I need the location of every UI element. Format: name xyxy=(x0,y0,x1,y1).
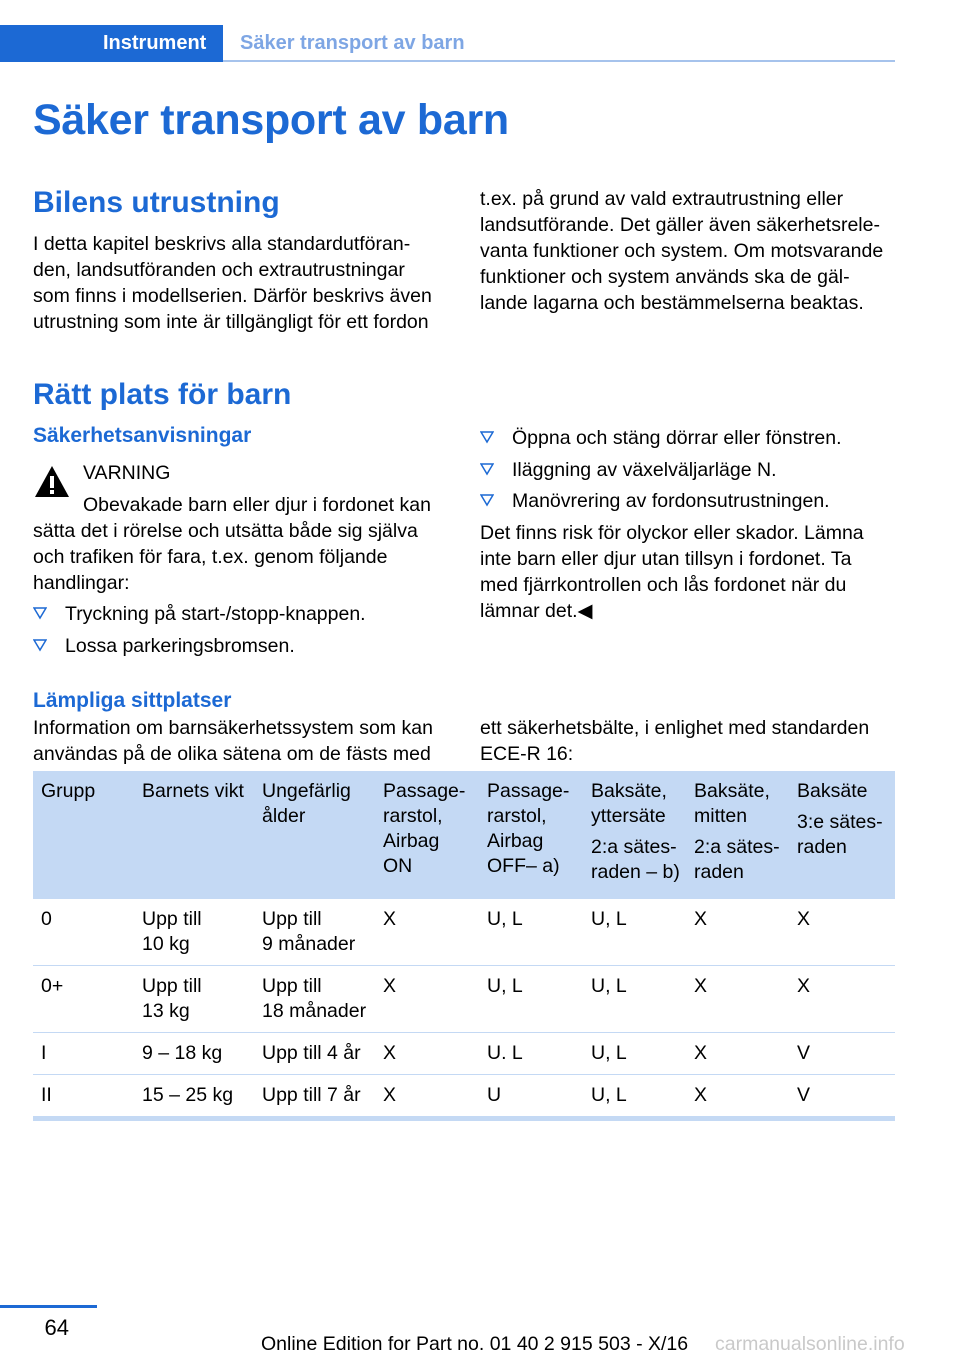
column-header: Barnets vikt xyxy=(134,771,254,899)
table-cell: I xyxy=(33,1033,134,1075)
table-header-row xyxy=(33,771,895,899)
bullet-triangle-icon xyxy=(480,430,494,444)
table-cell: U, L xyxy=(479,899,583,966)
tab-instrument[interactable]: Instrument xyxy=(0,25,223,62)
bullet-triangle-icon xyxy=(480,462,494,476)
table-cell: X xyxy=(375,1033,479,1075)
table-cell: 0+ xyxy=(33,966,134,1033)
table-cell: U, L xyxy=(583,1033,686,1075)
table-cell: 9 – 18 kg xyxy=(134,1033,254,1075)
table-cell: 0 xyxy=(33,899,134,966)
list-item-text: Iläggning av växelväljarläge N. xyxy=(512,459,777,481)
table-cell: X xyxy=(375,899,479,966)
warning-first-line: Obevakade barn eller djur i fordonet kan xyxy=(83,494,431,516)
warning-label: VARNING xyxy=(83,462,171,484)
table-cell: X xyxy=(686,899,789,966)
table-cell: U, L xyxy=(583,899,686,966)
column-header: Baksäte 3:e sätes- raden xyxy=(789,771,895,899)
table-cell: V xyxy=(789,1075,895,1119)
warning-triangle-icon xyxy=(33,463,71,501)
table-cell: Upp till 4 år xyxy=(254,1033,375,1075)
bullet-triangle-icon xyxy=(480,493,494,507)
column-subheader: 2:a sätes- raden – b) xyxy=(591,836,680,883)
page-number: 64 xyxy=(44,1315,69,1340)
equipment-text-col1: I detta kapitel beskrivs alla standardutföran- den, landsutföranden och extrautrustningar som finns i modellserien. Därför beskrivs även utrustning som inte är tillgängligt för ett fordon xyxy=(33,233,432,333)
warning-closing-text: Det finns risk för olyckor eller skador. Lämna inte barn eller djur utan tillsyn i fordonet. Ta med fjärrkontrollen och lås fordonet när du lämnar det.◀ xyxy=(480,522,864,622)
column-subheader: 3:e sätes- raden xyxy=(797,811,883,858)
column-subheader: 2:a sätes- raden xyxy=(694,836,780,883)
table-cell: V xyxy=(789,1033,895,1075)
table-cell: Upp till 9 månader xyxy=(254,899,375,966)
table-cell: X xyxy=(686,966,789,1033)
column-header: Grupp xyxy=(33,771,134,899)
table-cell: 15 – 25 kg xyxy=(134,1075,254,1119)
footer-rule xyxy=(0,1305,97,1308)
list-item-text: Tryckning på start-/stopp-knappen. xyxy=(65,603,366,625)
table-row xyxy=(33,1075,895,1119)
column-header: Ungefärlig ålder xyxy=(254,771,375,899)
table-cell: Upp till 7 år xyxy=(254,1075,375,1119)
breadcrumb[interactable]: Säker transport av barn xyxy=(240,32,465,54)
column-header: Baksäte, mitten 2:a sätes- raden xyxy=(686,771,789,899)
table-cell: Upp till 18 månader xyxy=(254,966,375,1033)
table-cell: X xyxy=(686,1075,789,1119)
table-cell: U, L xyxy=(583,1075,686,1119)
bullet-triangle-icon xyxy=(33,606,47,620)
subheading-safety: Säkerhetsanvisningar xyxy=(33,424,252,447)
table-cell: Upp till 10 kg xyxy=(134,899,254,966)
table-cell: Upp till 13 kg xyxy=(134,966,254,1033)
seats-text-col1: Information om barnsäkerhetssystem som kan användas på de olika sätena om de fästs med xyxy=(33,717,433,765)
table-cell: II xyxy=(33,1075,134,1119)
page-title: Säker transport av barn xyxy=(33,96,509,144)
table-row xyxy=(33,1033,895,1075)
list-item-text: Lossa parkeringsbromsen. xyxy=(65,635,295,657)
warning-text: sätta det i rörelse och utsätta både sig själva och trafiken för fara, t.ex. genom följande handlingar: xyxy=(33,520,418,594)
column-header: Baksäte, yttersäte 2:a sätes- raden – b) xyxy=(583,771,686,899)
table-row xyxy=(33,966,895,1033)
list-item-text: Öppna och stäng dörrar eller fönstren. xyxy=(512,427,842,449)
edition-note: Online Edition for Part no. 01 40 2 915 503 - X/16 xyxy=(261,1333,689,1355)
table-cell: U xyxy=(479,1075,583,1119)
table-cell: X xyxy=(375,966,479,1033)
section-heading-equipment: Bilens utrustning xyxy=(33,186,280,219)
subheading-suitable-seats: Lämpliga sittplatser xyxy=(33,689,232,712)
child-seat-table xyxy=(33,771,895,1121)
bullet-triangle-icon xyxy=(33,638,47,652)
table-row xyxy=(33,899,895,966)
table-cell: X xyxy=(789,966,895,1033)
table-cell: U, L xyxy=(479,966,583,1033)
header-divider xyxy=(223,60,895,62)
seats-text-col2: ett säkerhetsbälte, i enlighet med standarden ECE-R 16: xyxy=(480,717,870,765)
equipment-text-col2: t.ex. på grund av vald extrautrustning eller landsutförande. Det gäller även säkerhetsrele- vanta funktioner och system. Om motsvarande funktioner och system används ska de gäl- lande lagarna och bestämmelserna beaktas. xyxy=(480,188,884,314)
section-heading-child-place: Rätt plats för barn xyxy=(33,378,292,411)
column-header: Passage- rarstol, Airbag ON xyxy=(375,771,479,899)
table-cell: X xyxy=(789,899,895,966)
table-cell: X xyxy=(686,1033,789,1075)
table-cell: U. L xyxy=(479,1033,583,1075)
column-header: Passage- rarstol, Airbag OFF– a) xyxy=(479,771,583,899)
table-cell: X xyxy=(375,1075,479,1119)
watermark: carmanualsonline.info xyxy=(715,1333,905,1355)
table-cell: U, L xyxy=(583,966,686,1033)
list-item-text: Manövrering av fordonsutrustningen. xyxy=(512,490,830,512)
